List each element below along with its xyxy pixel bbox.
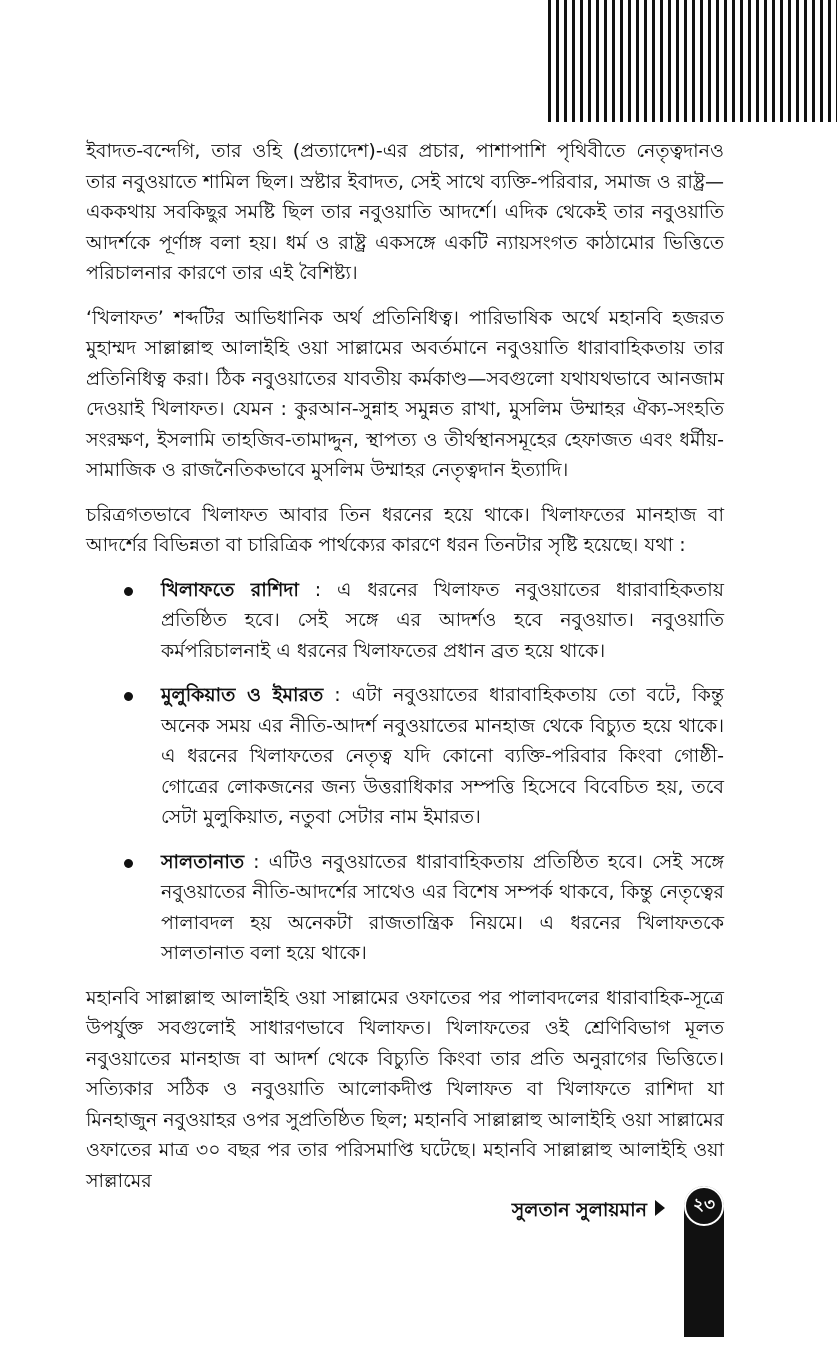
list-item [86, 847, 724, 969]
paragraph-3: চরিত্রগতভাবে খিলাফত আবার তিন ধরনের হয়ে থাকে। খিলাফতের মানহাজ বা আদর্শের বিভিন্নতা বা চারিত্রিক পার্থক্যের কারণে ধরন তিনটার সৃষ্টি হয়েছে। যথা : [86, 503, 724, 556]
list-item-text: : এটিও নবুওয়াতের ধারাবাহিকতায় প্রতিষ্ঠিত হবে। সেই সঙ্গে নবুওয়াতের নীতি-আদর্শের সাথেও এর বিশেষ সম্পর্ক থাকবে, কিন্তু নেতৃত্বের পালাবদল হয় অনেকটা রাজতান্ত্রিক নিয়মে। এ ধরনের খিলাফতকে সালতানাত বলা হয়ে থাকে। [161, 850, 724, 964]
decorative-stripes [548, 0, 837, 122]
page-footer [0, 1186, 837, 1350]
list-item [86, 680, 724, 833]
list-item-term: মুলুকিয়াত ও ইমারত [161, 684, 324, 706]
bullet-icon [124, 587, 133, 596]
list-item-text: : এ ধরনের খিলাফত নবুওয়াতের ধারাবাহিকতায় প্রতিষ্ঠিত হবে। সেই সঙ্গে এর আদর্শও হবে নবুওয়াত। নবুওয়াতি কর্মপরিচালনাই এ ধরনের খিলাফতের প্রধান ব্রত হয়ে থাকে। [161, 578, 724, 662]
page-number: ২৩ [684, 1186, 724, 1226]
list-item [86, 575, 724, 667]
khilafat-types-list [86, 575, 724, 969]
triangle-right-icon [655, 1200, 665, 1216]
list-item-term: সালতানাত [161, 850, 245, 873]
paragraph-4: মহানবি সাল্লাল্লাহু আলাইহি ওয়া সাল্লামের ওফাতের পর পালাবদলের ধারাবাহিক-সূত্রে উপর্যুক্ত সবগুলোই সাধারণভাবে খিলাফত। খিলাফতের ওই শ্রেণিবিভাগ মূলত নবুওয়াতের মানহাজ বা আদর্শ থেকে বিচ্যুতি কিংবা তার প্রতি অনুরাগের ভিত্তিতে। সত্যিকার সঠিক ও নবুওয়াতি আলোকদীপ্ত খিলাফত বা খিলাফতে রাশিদা যা মিনহাজুন নবুওয়াহর ওপর সুপ্রতিষ্ঠিত ছিল; মহানবি সাল্লাল্লাহু আলাইহি ওয়া সাল্লামের ওফাতের মাত্র ৩০ বছর পর তার পরিসমাপ্তি ঘটেছে। মহানবি সাল্লাল্লাহু আলাইহি ওয়া সাল্লামের [86, 986, 724, 1192]
paragraph-2: ‘খিলাফত’ শব্দটির আভিধানিক অর্থ প্রতিনিধিত্ব। পারিভাষিক অর্থে মহানবি হজরত মুহাম্মদ সাল্লাল্লাহু আলাইহি ওয়া সাল্লামের অবর্তমানে নবুওয়াতি ধারাবাহিকতায় তার প্রতিনিধিত্ব করা। ঠিক নবুওয়াতের যাবতীয় কর্মকাণ্ড—সবগুলো যথাযথভাবে আনজাম দেওয়াই খিলাফত। যেমন : কুরআন-সুন্নাহ সমুন্নত রাখা, মুসলিম উম্মাহর ঐক্য-সংহতি সংরক্ষণ, ইসলামি তাহজিব-তামাদ্দুন, স্থাপত্য ও তীর্থস্থানসমূহের হেফাজত এবং ধর্মীয়-সামাজিক ও রাজনৈতিকভাবে মুসলিম উম্মাহর নেতৃত্বদান ইত্যাদি। [86, 306, 724, 481]
bullet-icon [124, 859, 133, 868]
list-item-text: : এটা নবুওয়াতের ধারাবাহিকতায় তো বটে, কিন্তু অনেক সময় এর নীতি-আদর্শ নবুওয়াতের মানহাজ থেকে বিচ্যুত হয়ে থাকে। এ ধরনের খিলাফতের নেতৃত্ব যদি কোনো ব্যক্তি-পরিবার কিংবা গোষ্ঠী-গোত্রের লোকজনের জন্য উত্তরাধিকার সম্পত্তি হিসেবে বিবেচিত হয়, তবে সেটা মুলুকিয়াত, নতুবা সেটার নাম ইমারত। [161, 684, 724, 828]
bullet-icon [124, 692, 133, 701]
list-item-term: খিলাফতে রাশিদা [161, 578, 299, 601]
paragraph-1: ইবাদত-বন্দেগি, তার ওহি (প্রত্যাদেশ)-এর প্রচার, পাশাপাশি পৃথিবীতে নেতৃত্বদানও তার নবুওয়াতে শামিল ছিল। স্রষ্টার ইবাদত, সেই সাথে ব্যক্তি-পরিবার, সমাজ ও রাষ্ট্র—এককথায় সবকিছুর সমষ্টি ছিল তার নবুওয়াতি আদর্শে। এদিক থেকেই তার নবুওয়াতি আদর্শকে পূর্ণাঙ্গ বলা হয়। ধর্ম ও রাষ্ট্র একসঙ্গে একটি ন্যায়সংগত কাঠামোর ভিত্তিতে পরিচালনার কারণে তার এই বৈশিষ্ট্য। [86, 140, 724, 284]
running-title: সুলতান সুলায়মান [511, 1199, 647, 1221]
page-body [86, 136, 724, 1210]
